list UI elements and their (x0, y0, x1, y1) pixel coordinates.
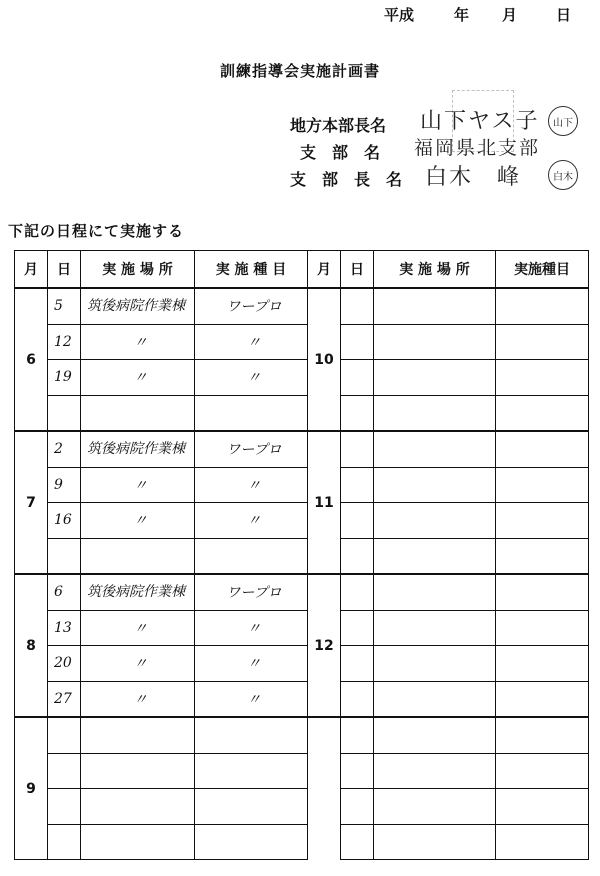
place-cell (81, 717, 195, 753)
day-cell: 27 (48, 681, 81, 717)
col-header-month-left: 月 (15, 251, 48, 289)
table-row (15, 503, 589, 539)
month-cell: 12 (308, 574, 341, 717)
col-header-event-right: 実施種目 (496, 251, 589, 289)
col-header-month-right: 月 (308, 251, 341, 289)
event-cell (195, 538, 308, 574)
day-cell (48, 395, 81, 431)
place-cell: 〃 (81, 681, 195, 717)
table-row (15, 431, 589, 467)
place-cell (81, 824, 195, 860)
place-cell: 〃 (81, 324, 195, 360)
event-cell (195, 395, 308, 431)
field-label-branch: 支 部 名 (300, 143, 381, 162)
place-cell (81, 538, 195, 574)
table-row (15, 753, 589, 789)
table-row (15, 324, 589, 360)
document-title: 訓練指導会実施計画書 (219, 62, 380, 80)
field-label-hq-chief: 地方本部長名 (290, 116, 387, 135)
day-cell (48, 753, 81, 789)
event-cell (195, 789, 308, 825)
day-cell: 6 (48, 574, 81, 610)
day-cell (48, 789, 81, 825)
field-value-hq-chief: 山下ヤス子 (420, 109, 540, 134)
table-row (15, 467, 589, 503)
day-cell: 9 (48, 467, 81, 503)
table-row (15, 789, 589, 825)
event-cell (195, 717, 308, 753)
table-row (15, 395, 589, 431)
day-cell: 20 (48, 646, 81, 682)
field-label-branch-chief: 支 部 長 名 (290, 170, 403, 189)
day-cell: 2 (48, 431, 81, 467)
schedule-table (14, 250, 589, 860)
day-cell: 13 (48, 610, 81, 646)
col-header-event-left: 実 施 種 目 (195, 251, 308, 289)
place-cell: 〃 (81, 610, 195, 646)
seal-hq-chief: 山下 (548, 106, 578, 136)
day-cell: 12 (48, 324, 81, 360)
place-cell: 筑後病院作業棟 (81, 574, 195, 610)
event-cell: 〃 (195, 610, 308, 646)
place-cell (81, 753, 195, 789)
place-cell: 〃 (81, 467, 195, 503)
seal-branch-chief: 白木 (548, 160, 578, 190)
table-row (15, 538, 589, 574)
event-cell: 〃 (195, 503, 308, 539)
day-cell (48, 717, 81, 753)
day-cell: 19 (48, 360, 81, 396)
event-cell (195, 753, 308, 789)
day-cell: 16 (48, 503, 81, 539)
col-header-day-left: 日 (48, 251, 81, 289)
table-row (15, 681, 589, 717)
table-row (15, 646, 589, 682)
event-cell: 〃 (195, 324, 308, 360)
month-label: 月 (502, 6, 518, 24)
day-cell (48, 538, 81, 574)
event-cell (195, 824, 308, 860)
day-cell: 5 (48, 288, 81, 324)
table-header-row (15, 251, 589, 289)
event-cell: 〃 (195, 646, 308, 682)
event-cell: ワープロ (195, 574, 308, 610)
place-cell: 〃 (81, 646, 195, 682)
table-row (15, 288, 589, 324)
table-row (15, 360, 589, 396)
day-label: 日 (556, 6, 572, 24)
place-cell: 筑後病院作業棟 (81, 431, 195, 467)
place-cell (81, 789, 195, 825)
event-cell: ワープロ (195, 431, 308, 467)
col-header-place-left: 実 施 場 所 (81, 251, 195, 289)
col-header-place-right: 実 施 場 所 (374, 251, 496, 289)
event-cell: ワープロ (195, 288, 308, 324)
month-cell: 7 (15, 431, 48, 574)
place-cell: 〃 (81, 503, 195, 539)
month-cell: 11 (308, 431, 341, 574)
table-row (15, 824, 589, 860)
place-cell: 筑後病院作業棟 (81, 288, 195, 324)
place-cell (81, 395, 195, 431)
month-cell: 6 (15, 288, 48, 431)
event-cell: 〃 (195, 467, 308, 503)
place-cell: 〃 (81, 360, 195, 396)
intro-text: 下記の日程にて実施する (8, 222, 185, 240)
month-cell: 10 (308, 288, 341, 431)
field-value-branch: 福岡県北支部 (414, 137, 541, 159)
event-cell: 〃 (195, 360, 308, 396)
field-value-branch-chief: 白木 峰 (425, 165, 522, 190)
month-cell: 9 (15, 717, 48, 860)
day-cell (48, 824, 81, 860)
table-row (15, 717, 589, 753)
col-header-day-right: 日 (341, 251, 374, 289)
era-label: 平成 (384, 6, 415, 24)
month-cell: 8 (15, 574, 48, 717)
table-row (15, 574, 589, 610)
year-label: 年 (454, 6, 470, 24)
event-cell: 〃 (195, 681, 308, 717)
table-row (15, 610, 589, 646)
